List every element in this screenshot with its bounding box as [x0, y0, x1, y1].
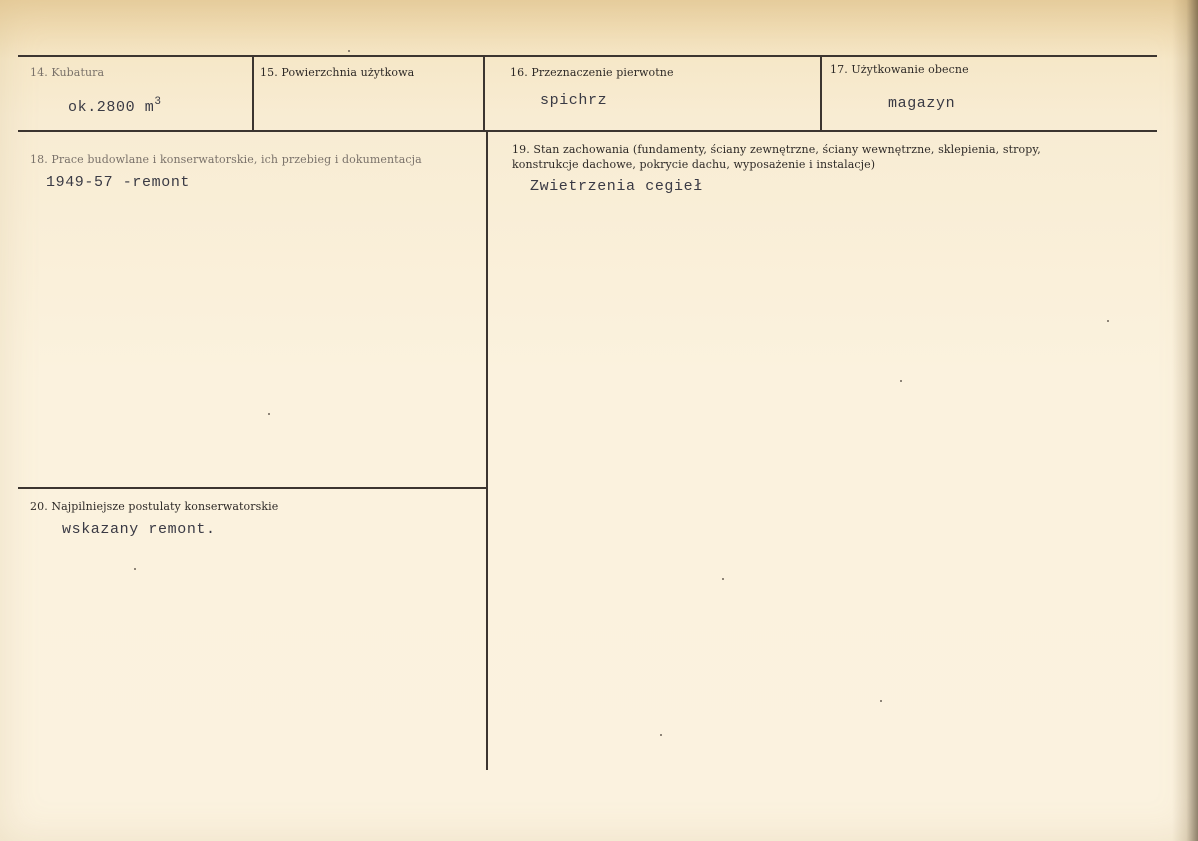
paper-speck	[1107, 320, 1109, 322]
divider-16-17	[820, 55, 822, 131]
paper-right-edge	[1172, 0, 1198, 841]
paper-speck	[348, 50, 350, 52]
main-column-divider	[486, 131, 488, 770]
postulaty-label: 20. Najpilniejsze postulaty konserwatorskie	[30, 500, 279, 513]
kubatura-value-text: ok.2800 m	[68, 99, 155, 116]
kubatura-label: 14. Kubatura	[30, 66, 105, 79]
uzytkowanie-value: magazyn	[888, 95, 956, 112]
middle-left-rule	[18, 487, 486, 489]
stan-zachowania-label-line2: konstrukcje dachowe, pokrycie dachu, wyposażenie i instalacje)	[512, 158, 876, 171]
paper-speck	[900, 380, 902, 382]
prace-value: 1949-57 -remont	[46, 174, 191, 191]
paper-top-shading	[0, 0, 1198, 60]
paper-speck	[722, 578, 724, 580]
prace-label: 18. Prace budowlane i konserwatorskie, ich przebieg i dokumentacja	[30, 153, 422, 166]
przeznaczenie-label: 16. Przeznaczenie pierwotne	[510, 66, 674, 79]
paper-speck	[660, 734, 662, 736]
przeznaczenie-value: spichrz	[540, 92, 608, 109]
postulaty-value: wskazany remont.	[62, 521, 216, 538]
kubatura-unit-superscript: 3	[154, 96, 162, 108]
divider-15-16	[483, 55, 485, 131]
divider-14-15	[252, 55, 254, 131]
paper-speck	[268, 413, 270, 415]
stan-zachowania-label-line1: 19. Stan zachowania (fundamenty, ściany zewnętrzne, ściany wewnętrzne, sklepienia, stropy,	[512, 143, 1041, 156]
powierzchnia-label: 15. Powierzchnia użytkowa	[260, 66, 415, 79]
paper-speck	[134, 568, 136, 570]
paper-speck	[880, 700, 882, 702]
header-row-bottom-rule	[18, 130, 1157, 132]
uzytkowanie-label: 17. Użytkowanie obecne	[830, 63, 969, 76]
stan-zachowania-value: Zwietrzenia cegieł	[530, 178, 703, 195]
kubatura-value	[68, 96, 162, 116]
top-rule	[18, 55, 1157, 57]
